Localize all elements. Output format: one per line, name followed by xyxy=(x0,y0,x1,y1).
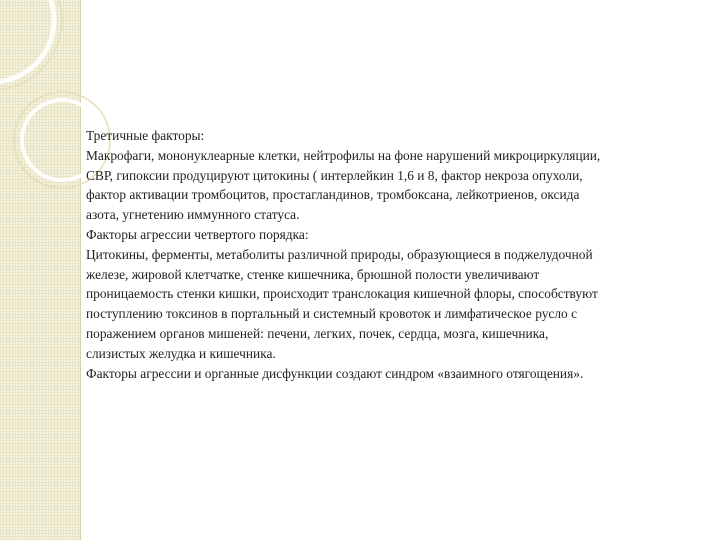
text-line: фактор активации тромбоцитов, простагландинов, тромбоксана, лейкотриенов, оксида xyxy=(86,187,580,203)
text-line: СВР, гипоксии продуцируют цитокины ( интерлейкин 1,6 и 8, фактор некроза опухоли, xyxy=(86,167,583,183)
text-line: Третичные факторы: xyxy=(86,128,205,143)
text-line: железе, жировой клетчатке, стенке кишечника, брюшной полости увеличивают xyxy=(86,266,540,282)
text-line: Факторы агрессии и органные дисфункции создают синдром «взаимного отягощения». xyxy=(86,365,584,381)
text-line: поражением органов мишеней: печени, легких, почек, сердца, мозга, кишечника, xyxy=(86,325,549,341)
text-line: поступлению токсинов в портальный и системный кровоток и лимфатическое русло с xyxy=(86,306,578,322)
text-line: слизистых желудка и кишечника. xyxy=(86,345,276,361)
text-line: проницаемость стенки кишки, происходит транслокация кишечной флоры, способствуют xyxy=(86,286,598,302)
text-line: Цитокины, ферменты, метаболиты различной природы, образующиеся в поджелудочной xyxy=(86,246,593,262)
text-line: азота, угнетению иммунного статуса. xyxy=(86,207,300,223)
text-line: Факторы агрессии четвертого порядка: xyxy=(86,226,309,242)
slide-body-text xyxy=(86,126,708,383)
text-line: Макрофаги, мононуклеарные клетки, нейтрофилы на фоне нарушений микроциркуляции, xyxy=(86,147,601,163)
